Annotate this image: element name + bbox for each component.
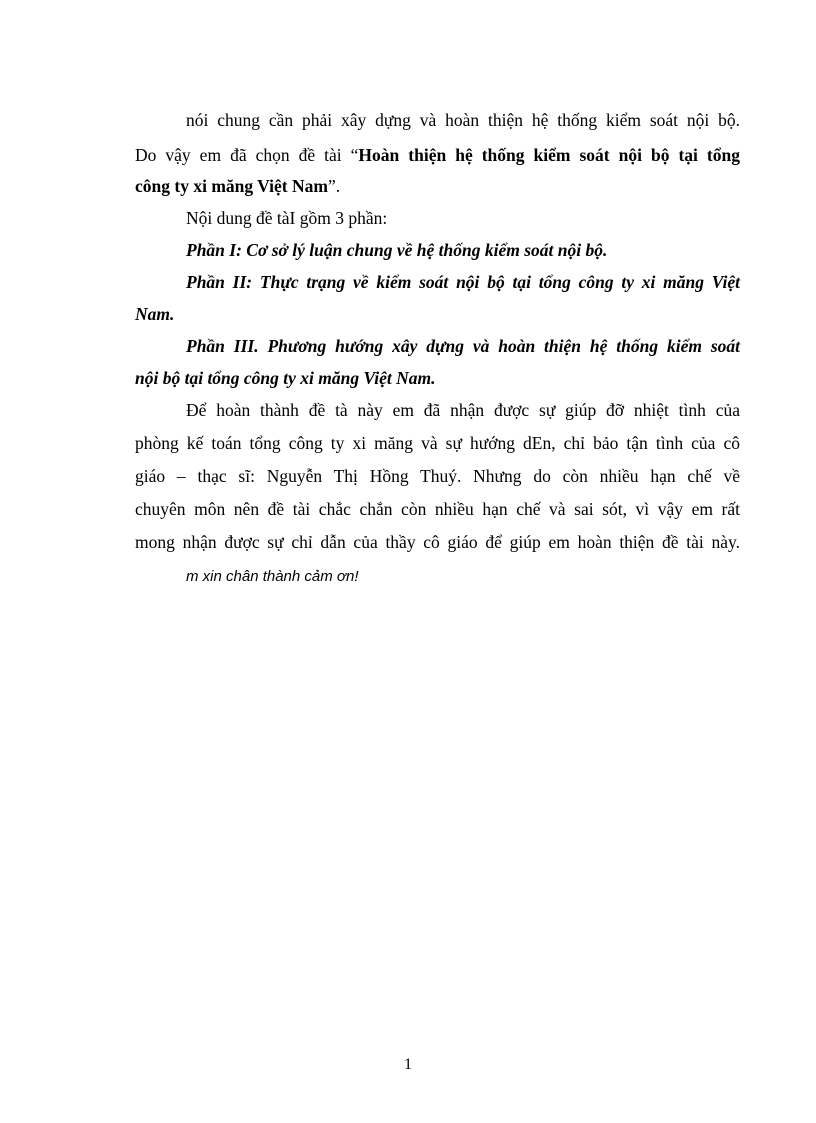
text-run: phòng kế toán tổng công ty xi măng và sự hướng dEn, chỉ bảo tận tình của cô — [135, 433, 740, 453]
text-run: Do vậy em đã chọn đề tài “ — [135, 145, 359, 165]
paragraph-line — [135, 143, 740, 167]
part-3-heading-line-1 — [186, 334, 740, 358]
thesis-title-part-1: Hoàn thiện hệ thống kiểm soát nội bộ tại tổng — [358, 145, 740, 165]
part-2-heading-line-1 — [186, 270, 740, 294]
paragraph-line — [135, 530, 740, 554]
part-1-heading: Phần I: Cơ sở lý luận chung về hệ thống kiểm soát nội bộ. — [186, 240, 608, 260]
paragraph-line — [135, 497, 740, 521]
paragraph-line — [135, 464, 740, 488]
page-number: 1 — [404, 1056, 412, 1073]
part-2-heading-line-2: Nam. — [135, 304, 175, 324]
content-intro: Nội dung đề tàI gồm 3 phần: — [186, 208, 388, 228]
thesis-title-part-2: công ty xi măng Việt Nam — [135, 176, 328, 196]
text-run: giáo – thạc sĩ: Nguyễn Thị Hồng Thuý. Nhưng do còn nhiều hạn chế về — [135, 466, 740, 486]
text-run: Để hoàn thành đề tà này em đã nhận được sự giúp đỡ nhiệt tình của — [186, 400, 740, 420]
closing-thanks: m xin chân thành cảm ơn! — [186, 568, 359, 585]
text-run: Phần II: Thực trạng về kiểm soát nội bộ tại tổng công ty xi măng Việt — [186, 272, 740, 292]
paragraph-line — [186, 398, 740, 422]
text-run: nói chung cần phải xây dựng và hoàn thiện hệ thống kiểm soát nội bộ. — [186, 110, 740, 130]
paragraph-line — [186, 108, 740, 132]
text-run: Phần III. Phương hướng xây dựng và hoàn thiện hệ thống kiểm soát — [186, 336, 740, 356]
text-run: mong nhận được sự chỉ dẫn của thầy cô giáo để giúp em hoàn thiện đề tài này. — [135, 532, 740, 552]
text-run: chuyên môn nên đề tài chắc chắn còn nhiều hạn chế và sai sót, vì vậy em rất — [135, 499, 740, 519]
paragraph-line — [135, 174, 340, 198]
part-3-heading-line-2: nội bộ tại tổng công ty xi măng Việt Nam. — [135, 368, 436, 388]
text-run: ”. — [327, 176, 341, 196]
paragraph-line — [135, 431, 740, 455]
